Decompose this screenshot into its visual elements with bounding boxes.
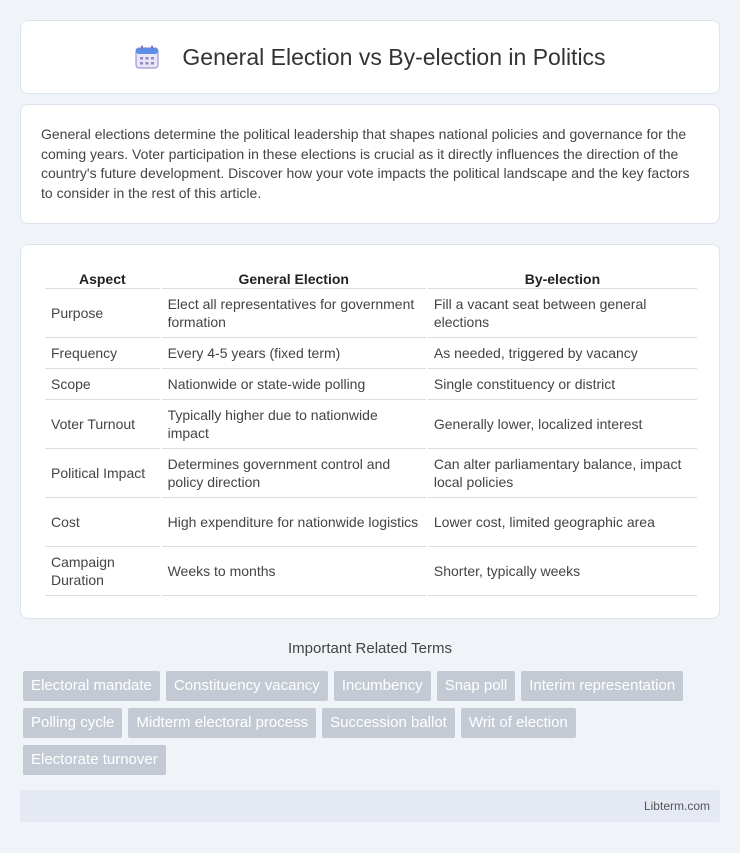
page-title: General Election vs By-election in Politics <box>182 43 606 70</box>
table-row <box>45 498 697 547</box>
term-tag[interactable]: Succession ballot <box>322 708 455 738</box>
table-row <box>45 400 697 449</box>
table-cell-aspect: Purpose <box>45 289 160 338</box>
term-tag[interactable]: Writ of election <box>461 708 576 738</box>
table-cell-aspect: Cost <box>45 498 160 547</box>
table-row <box>45 547 697 596</box>
intro-card <box>20 104 720 224</box>
table-cell-aspect: Political Impact <box>45 449 160 498</box>
table-cell-general: Typically higher due to nationwide impact <box>162 400 426 449</box>
term-tag[interactable]: Interim representation <box>521 671 683 701</box>
term-tag[interactable]: Constituency vacancy <box>166 671 328 701</box>
intro-paragraph: General elections determine the political leadership that shapes national policies and governance for the coming years. Voter participation in these elections is crucial as it directly influences the direction of the country's future development. Discover how your vote impacts the political landscape and the key factors to consider in the rest of this article. <box>41 126 690 201</box>
table-cell-general: High expenditure for nationwide logistics <box>162 498 426 547</box>
related-terms-list <box>23 671 723 782</box>
footer-brand-link[interactable]: Libterm.com <box>643 799 710 813</box>
table-cell-general: Nationwide or state-wide polling <box>162 369 426 400</box>
table-cell-general: Weeks to months <box>162 547 426 596</box>
table-header-row <box>45 263 697 289</box>
table-cell-by: Single constituency or district <box>428 369 697 400</box>
table-cell-general: Determines government control and policy direction <box>162 449 426 498</box>
footer <box>20 790 720 822</box>
column-header-aspect: Aspect <box>45 263 160 289</box>
term-tag[interactable]: Snap poll <box>437 671 516 701</box>
column-header-by-election: By-election <box>428 263 697 289</box>
term-tag[interactable]: Polling cycle <box>23 708 122 738</box>
table-cell-aspect: Campaign Duration <box>45 547 160 596</box>
comparison-table-card <box>20 244 720 619</box>
table-row <box>45 338 697 369</box>
table-cell-aspect: Scope <box>45 369 160 400</box>
table-cell-by: Shorter, typically weeks <box>428 547 697 596</box>
table-cell-by: Generally lower, localized interest <box>428 400 697 449</box>
table-row <box>45 289 697 338</box>
term-tag[interactable]: Midterm electoral process <box>128 708 316 738</box>
calendar-icon <box>134 44 160 70</box>
table-cell-by: Can alter parliamentary balance, impact local policies <box>428 449 697 498</box>
table-cell-by: As needed, triggered by vacancy <box>428 338 697 369</box>
table-row <box>45 369 697 400</box>
term-tag[interactable]: Incumbency <box>334 671 431 701</box>
table-cell-by: Fill a vacant seat between general elections <box>428 289 697 338</box>
table-cell-aspect: Frequency <box>45 338 160 369</box>
table-row <box>45 449 697 498</box>
related-terms-heading: Important Related Terms <box>288 640 452 657</box>
table-cell-general: Elect all representatives for government formation <box>162 289 426 338</box>
table-cell-general: Every 4-5 years (fixed term) <box>162 338 426 369</box>
table-cell-aspect: Voter Turnout <box>45 400 160 449</box>
table-cell-by: Lower cost, limited geographic area <box>428 498 697 547</box>
column-header-general-election: General Election <box>162 263 426 289</box>
term-tag[interactable]: Electorate turnover <box>23 745 166 775</box>
term-tag[interactable]: Electoral mandate <box>23 671 160 701</box>
comparison-table <box>43 263 699 596</box>
header-card <box>20 20 720 94</box>
